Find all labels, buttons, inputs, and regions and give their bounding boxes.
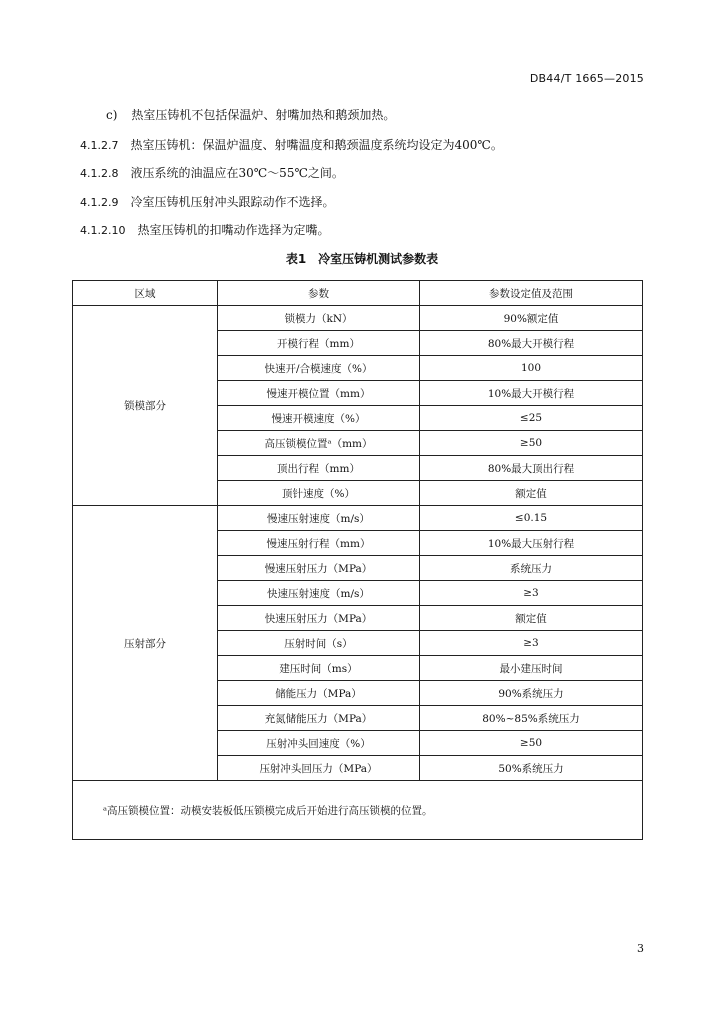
param-cell: 快速开/合模速度（%） xyxy=(218,356,420,381)
clause-4-1-2-8 xyxy=(80,165,344,182)
clause-text: 热室压铸机的扣嘴动作选择为定嘴。 xyxy=(137,223,330,237)
clause-text: 冷室压铸机压射冲头跟踪动作不选择。 xyxy=(130,195,335,209)
header-parameter: 参数 xyxy=(218,281,420,306)
param-cell: 慢速压射压力（MPa） xyxy=(218,556,420,581)
table-label: 表1 xyxy=(285,252,307,266)
list-item-marker: c) xyxy=(106,108,118,122)
value-cell: 额定值 xyxy=(420,606,643,631)
clause-number: 4.1.2.9 xyxy=(80,196,119,209)
value-cell: 额定值 xyxy=(420,481,643,506)
param-cell: 压射时间（s） xyxy=(218,631,420,656)
parameter-table xyxy=(72,280,643,840)
param-cell: 压射冲头回速度（%） xyxy=(218,731,420,756)
param-cell: 储能压力（MPa） xyxy=(218,681,420,706)
param-cell: 锁模力（kN） xyxy=(218,306,420,331)
value-cell: 80%~85%系统压力 xyxy=(420,706,643,731)
param-cell: 充氮储能压力（MPa） xyxy=(218,706,420,731)
param-cell: 顶出行程（mm） xyxy=(218,456,420,481)
value-cell: 80%最大开模行程 xyxy=(420,331,643,356)
value-cell: ≥3 xyxy=(420,581,643,606)
value-cell: 系统压力 xyxy=(420,556,643,581)
header-area: 区域 xyxy=(73,281,218,306)
clause-number: 4.1.2.7 xyxy=(80,139,119,152)
value-cell: 100 xyxy=(420,356,643,381)
page-number: 3 xyxy=(637,942,644,955)
list-item-text: 热室压铸机不包括保温炉、射嘴加热和鹅颈加热。 xyxy=(131,108,396,122)
clause-text: 液压系统的油温应在30℃～55℃之间。 xyxy=(130,166,344,180)
clause-4-1-2-7 xyxy=(80,137,503,154)
header-setting: 参数设定值及范围 xyxy=(420,281,643,306)
value-cell: ≥50 xyxy=(420,731,643,756)
value-cell: 90%系统压力 xyxy=(420,681,643,706)
table-row xyxy=(73,306,643,331)
param-cell: 快速压射速度（m/s） xyxy=(218,581,420,606)
table-footnote-row xyxy=(73,781,643,840)
param-cell: 慢速压射行程（mm） xyxy=(218,531,420,556)
param-cell: 慢速开模速度（%） xyxy=(218,406,420,431)
clause-number: 4.1.2.10 xyxy=(80,224,126,237)
value-cell: 10%最大压射行程 xyxy=(420,531,643,556)
value-cell: ≥3 xyxy=(420,631,643,656)
clause-4-1-2-10 xyxy=(80,222,330,239)
table-footnote: ᵃ高压锁模位置：动模安装板低压锁模完成后开始进行高压锁模的位置。 xyxy=(73,781,643,840)
value-cell: 最小建压时间 xyxy=(420,656,643,681)
table-header-row xyxy=(73,281,643,306)
table-title xyxy=(0,250,724,267)
value-cell: 50%系统压力 xyxy=(420,756,643,781)
param-cell: 顶针速度（%） xyxy=(218,481,420,506)
standard-code: DB44/T 1665—2015 xyxy=(529,72,644,85)
group-name-clamping: 锁模部分 xyxy=(73,306,218,506)
clause-4-1-2-9 xyxy=(80,194,335,211)
clause-number: 4.1.2.8 xyxy=(80,167,119,180)
param-cell: 压射冲头回压力（MPa） xyxy=(218,756,420,781)
table-caption: 冷室压铸机测试参数表 xyxy=(318,252,439,266)
param-cell: 建压时间（ms） xyxy=(218,656,420,681)
param-cell: 高压锁模位置ᵃ（mm） xyxy=(218,431,420,456)
group-name-injection: 压射部分 xyxy=(73,506,218,781)
value-cell: 90%额定值 xyxy=(420,306,643,331)
param-cell: 慢速开模位置（mm） xyxy=(218,381,420,406)
list-item-c xyxy=(106,107,395,123)
value-cell: ≤25 xyxy=(420,406,643,431)
value-cell: ≥50 xyxy=(420,431,643,456)
param-cell: 慢速压射速度（m/s） xyxy=(218,506,420,531)
value-cell: ≤0.15 xyxy=(420,506,643,531)
clause-text: 热室压铸机：保温炉温度、射嘴温度和鹅颈温度系统均设定为400℃。 xyxy=(130,138,503,152)
value-cell: 10%最大开模行程 xyxy=(420,381,643,406)
param-cell: 快速压射压力（MPa） xyxy=(218,606,420,631)
value-cell: 80%最大顶出行程 xyxy=(420,456,643,481)
param-cell: 开模行程（mm） xyxy=(218,331,420,356)
table-row xyxy=(73,506,643,531)
